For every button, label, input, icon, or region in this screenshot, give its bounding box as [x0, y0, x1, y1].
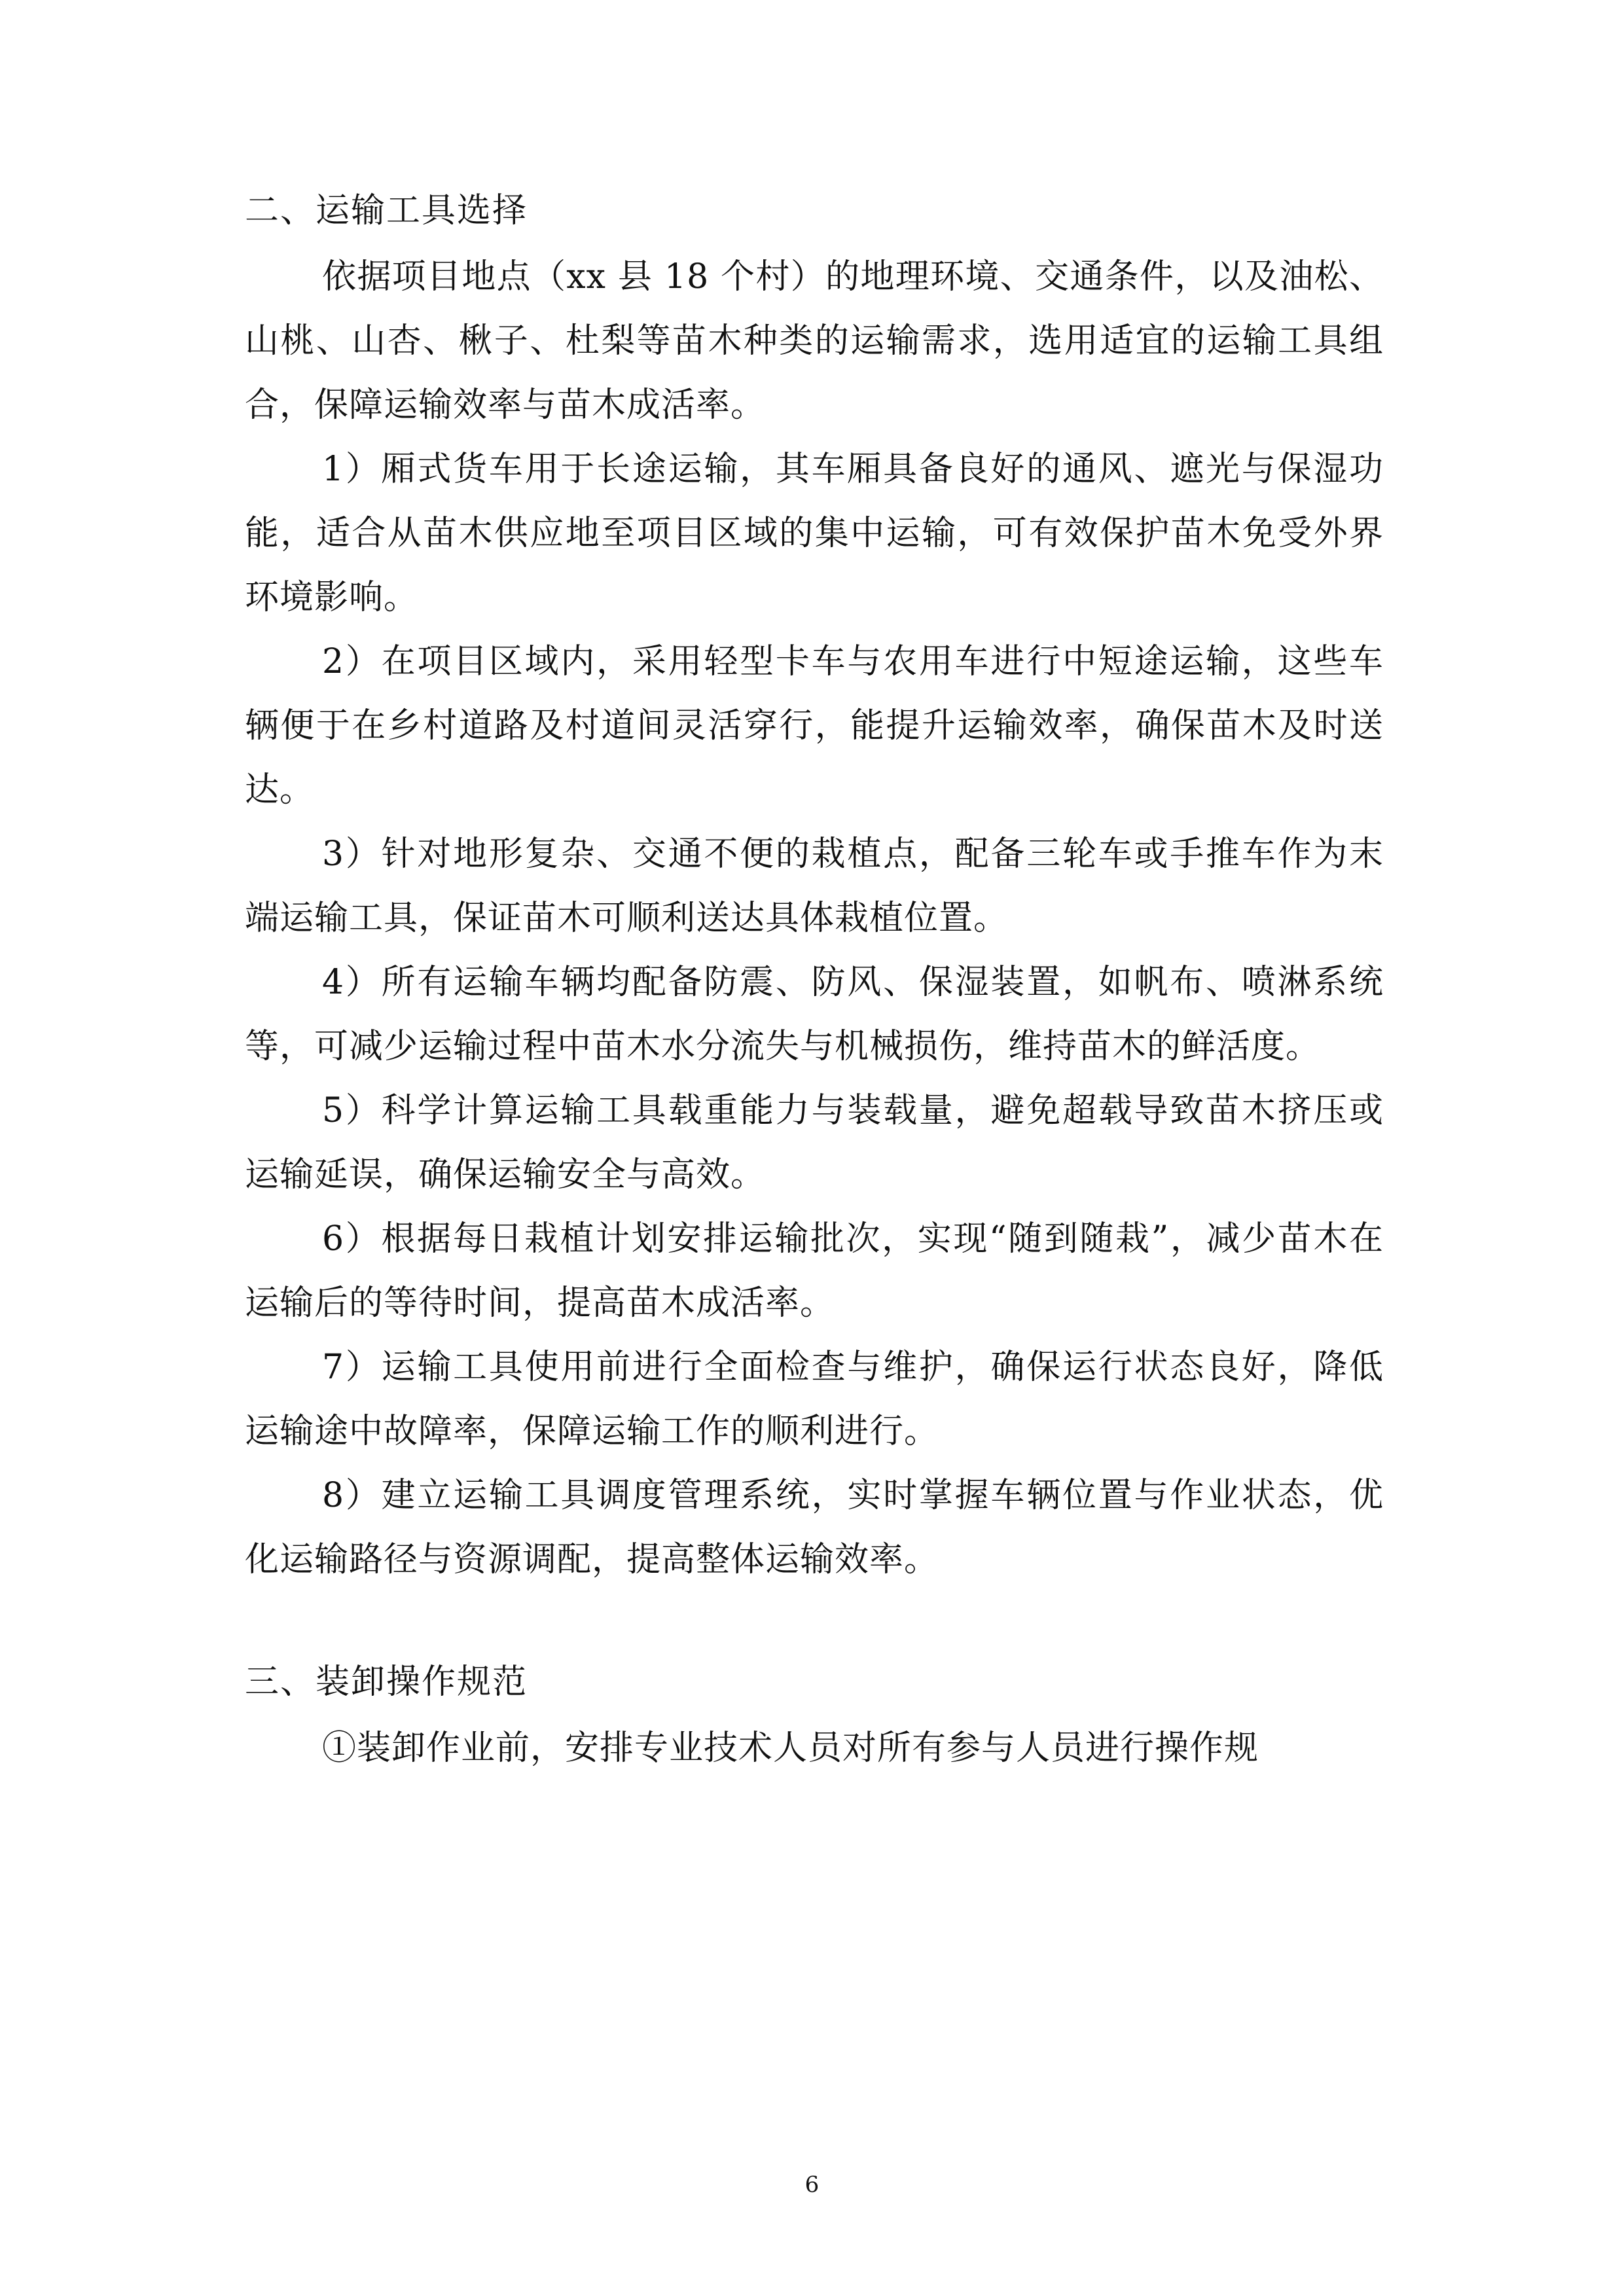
page-body [245, 177, 1384, 1780]
section-heading-transport-tools: 二、运输工具选择 [245, 191, 528, 230]
paragraph-item-3: 3）针对地形复杂、交通不便的栽植点，配备三轮车或手推车作为末端运输工具，保证苗木可顺利送达具体栽植位置。 [245, 834, 1384, 938]
paragraph-item-5: 5）科学计算运输工具载重能力与装载量，避免超载导致苗木挤压或运输延误，确保运输安全与高效。 [245, 1091, 1384, 1194]
paragraph-item-6: 6）根据每日栽植计划安排运输批次，实现“随到随栽”，减少苗木在运输后的等待时间，提高苗木成活率。 [245, 1219, 1384, 1323]
page-number: 6 [804, 2172, 820, 2198]
paragraph-item-1: 1）厢式货车用于长途运输，其车厢具备良好的通风、遮光与保湿功能，适合从苗木供应地至项目区域的集中运输，可有效保护苗木免受外界环境影响。 [245, 450, 1384, 617]
section-heading-loading-rules: 三、装卸操作规范 [245, 1662, 528, 1702]
section-spacer [245, 1592, 1384, 1648]
paragraph-item-8: 8）建立运输工具调度管理系统，实时掌握车辆位置与作业状态，优化运输路径与资源调配，提高整体运输效率。 [245, 1476, 1384, 1579]
paragraph-item-4: 4）所有运输车辆均配备防震、防风、保湿装置，如帆布、喷淋系统等，可减少运输过程中苗木水分流失与机械损伤，维持苗木的鲜活度。 [245, 963, 1384, 1066]
paragraph-intro: 依据项目地点（xx 县 18 个村）的地理环境、交通条件，以及油松、山桃、山杏、楸子、杜梨等苗木种类的运输需求，选用适宜的运输工具组合，保障运输效率与苗木成活率。 [245, 257, 1384, 425]
paragraph-loading-1: ①装卸作业前，安排专业技术人员对所有参与人员进行操作规 [322, 1729, 1259, 1768]
paragraph-item-7: 7）运输工具使用前进行全面检查与维护，确保运行状态良好，降低运输途中故障率，保障运输工作的顺利进行。 [245, 1348, 1384, 1451]
paragraph-item-2: 2）在项目区域内，采用轻型卡车与农用车进行中短途运输，这些车辆便于在乡村道路及村道间灵活穿行，能提升运输效率，确保苗木及时送达。 [245, 642, 1384, 810]
